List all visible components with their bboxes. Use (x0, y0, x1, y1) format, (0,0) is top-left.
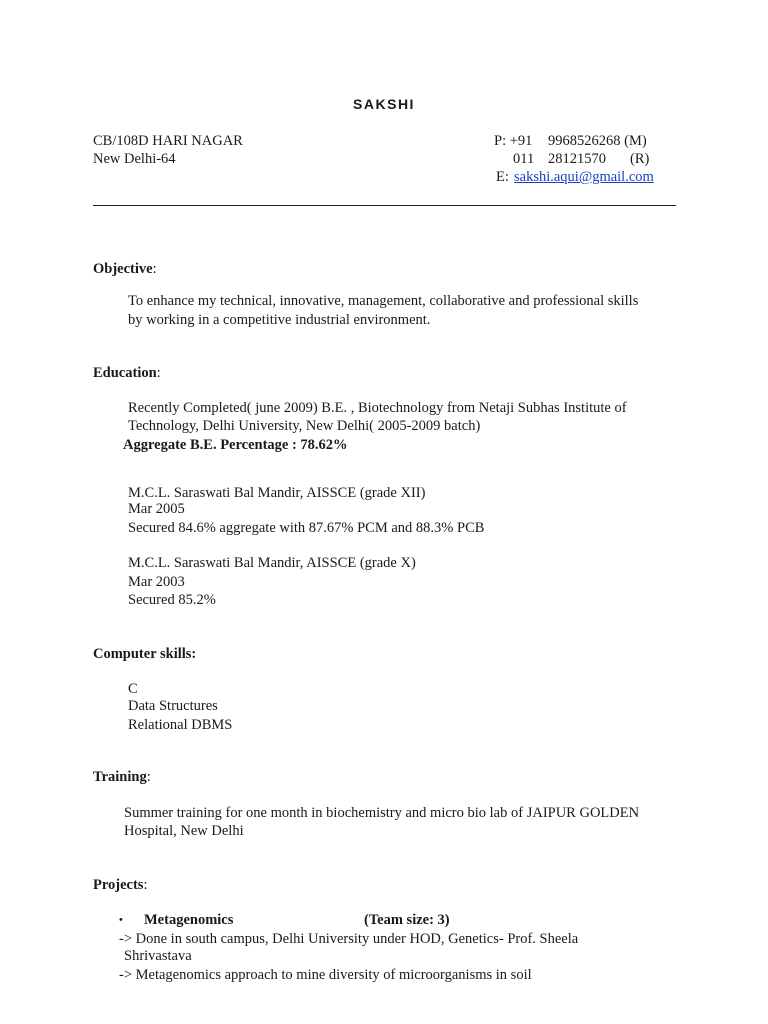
project-team-size: (Team size: 3) (364, 912, 450, 928)
project-line-2: Shrivastava (124, 948, 192, 964)
objective-line-2: by working in a competitive industrial environment. (128, 312, 431, 328)
xii-score: Secured 84.6% aggregate with 87.67% PCM and 88.3% PCB (128, 520, 485, 536)
email-wrap (514, 168, 654, 186)
phone-res-tag: (R) (630, 151, 650, 167)
project-bullet (119, 911, 123, 929)
x-score: Secured 85.2% (128, 592, 216, 608)
xii-date: Mar 2005 (128, 501, 185, 517)
training-line-2: Hospital, New Delhi (124, 823, 244, 839)
projects-heading-wrap (93, 876, 147, 894)
training-heading-wrap (93, 768, 151, 786)
project-line-3: -> Metagenomics approach to mine diversity of microorganisms in soil (119, 967, 532, 983)
training-heading: Training (93, 769, 147, 785)
education-heading: Education (93, 365, 157, 381)
project-line-1: -> Done in south campus, Delhi University under HOD, Genetics- Prof. Sheela (119, 931, 579, 947)
phone-label: P: +91 (494, 133, 533, 149)
x-school: M.C.L. Saraswati Bal Mandir, AISSCE (grade X) (128, 555, 416, 571)
degree-line-2: Technology, Delhi University, New Delhi( 2005-2009 batch) (128, 418, 481, 434)
x-date: Mar 2003 (128, 574, 185, 590)
phone-mobile: 9968526268 (M) (548, 133, 647, 149)
project-title: Metagenomics (144, 912, 234, 928)
training-colon: : (146, 769, 151, 785)
skill-item: C (128, 681, 138, 697)
bullet-icon: • (119, 914, 123, 926)
email-label: E: (496, 169, 509, 185)
phone-res-code: 011 (513, 151, 535, 167)
header-divider (93, 205, 676, 206)
computer-skills-heading: Computer skills: (93, 646, 197, 662)
skill-item: Data Structures (128, 698, 218, 714)
candidate-name: SAKSHI (353, 96, 415, 112)
objective-colon: : (152, 261, 157, 277)
address-line-2: New Delhi-64 (93, 151, 176, 167)
projects-colon: : (143, 877, 148, 893)
xii-school: M.C.L. Saraswati Bal Mandir, AISSCE (grade XII) (128, 485, 426, 501)
objective-line-1: To enhance my technical, innovative, management, collaborative and professional skills (128, 293, 639, 309)
objective-heading-wrap (93, 260, 157, 278)
email-link[interactable]: sakshi.aqui@gmail.com (514, 169, 654, 185)
address-line-1: CB/108D HARI NAGAR (93, 133, 243, 149)
phone-res: 28121570 (548, 151, 606, 167)
degree-line-1: Recently Completed( june 2009) B.E. , Biotechnology from Netaji Subhas Institute of (128, 400, 627, 416)
training-line-1: Summer training for one month in biochemistry and micro bio lab of JAIPUR GOLDEN (124, 805, 640, 821)
objective-heading: Objective (93, 261, 153, 277)
education-colon: : (156, 365, 161, 381)
aggregate-percentage: Aggregate B.E. Percentage : 78.62% (123, 437, 348, 453)
projects-heading: Projects (93, 877, 144, 893)
education-heading-wrap (93, 364, 161, 382)
skill-item: Relational DBMS (128, 717, 233, 733)
